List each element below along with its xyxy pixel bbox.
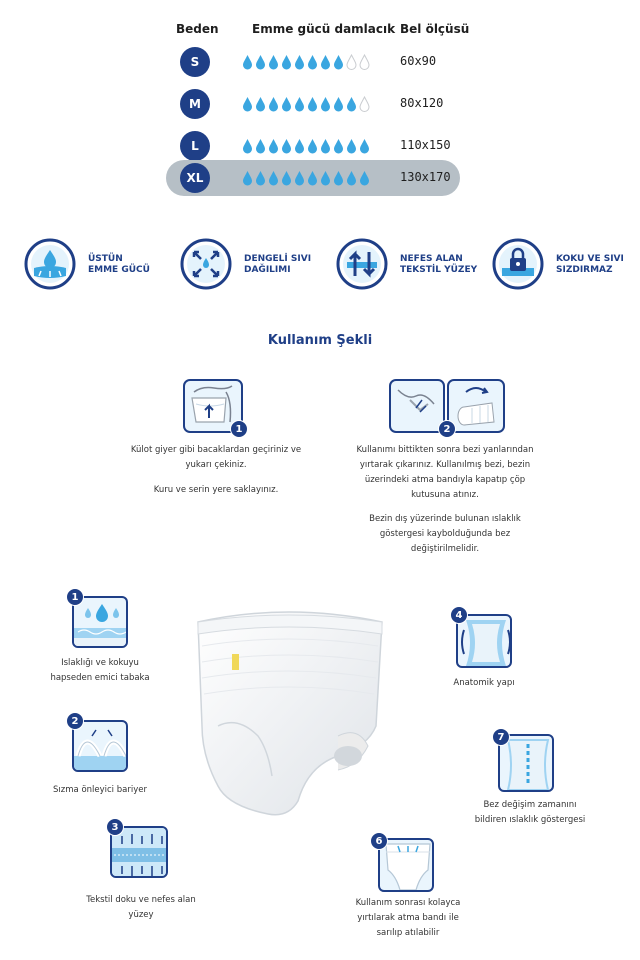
drop-filled-icon bbox=[359, 138, 370, 154]
drop-empty-icon bbox=[359, 54, 370, 70]
wetness-indicator-icon bbox=[500, 736, 554, 792]
waist-size: 110x150 bbox=[400, 138, 451, 152]
feature-label-absorbency: ÜSTÜN EMME GÜCÜ bbox=[88, 254, 150, 275]
drop-filled-icon bbox=[268, 170, 279, 186]
drop-filled-icon bbox=[242, 170, 253, 186]
part1-number: 1 bbox=[66, 588, 84, 606]
size-badge: M bbox=[180, 89, 210, 119]
drop-filled-icon bbox=[307, 170, 318, 186]
drop-empty-icon bbox=[359, 96, 370, 112]
drop-filled-icon bbox=[320, 170, 331, 186]
drop-filled-icon bbox=[320, 138, 331, 154]
feature-label-odor-lock: KOKU VE SIVI SIZDIRMAZ bbox=[556, 254, 624, 275]
part2-caption: Sızma önleyici bariyer bbox=[53, 785, 147, 795]
drop-filled-icon bbox=[242, 138, 253, 154]
drop-filled-icon bbox=[333, 138, 344, 154]
drop-filled-icon bbox=[242, 96, 253, 112]
drop-filled-icon bbox=[307, 138, 318, 154]
anatomic-shape-icon bbox=[458, 616, 512, 668]
part6-number: 6 bbox=[370, 832, 388, 850]
drop-filled-icon bbox=[255, 170, 266, 186]
drop-filled-icon bbox=[333, 54, 344, 70]
step2-indicator-note: Bezin dış yüzerinde bulunan ıslaklık göstergesi kaybolduğunda bez değiştirilmelidir. bbox=[369, 514, 521, 554]
drop-filled-icon bbox=[255, 96, 266, 112]
part4-number: 4 bbox=[450, 606, 468, 624]
drop-filled-icon bbox=[281, 170, 292, 186]
feature-label-distribution: DENGELİ SIVI DAĞILIMI bbox=[244, 254, 312, 275]
size-badge: S bbox=[180, 47, 210, 77]
absorbency-drops bbox=[242, 138, 370, 154]
drop-filled-icon bbox=[346, 170, 357, 186]
distribution-icon bbox=[180, 238, 232, 290]
step2-number: 2 bbox=[438, 420, 456, 438]
waist-column-header: Bel ölçüsü bbox=[400, 22, 470, 36]
part3-number: 3 bbox=[106, 818, 124, 836]
drop-filled-icon bbox=[359, 170, 370, 186]
step1-number: 1 bbox=[230, 420, 248, 438]
drop-filled-icon bbox=[255, 138, 266, 154]
drop-filled-icon bbox=[268, 96, 279, 112]
drop-filled-icon bbox=[346, 96, 357, 112]
leak-barrier-icon bbox=[74, 722, 128, 772]
absorbent-layer-icon bbox=[74, 598, 128, 648]
drop-filled-icon bbox=[268, 138, 279, 154]
drop-filled-icon bbox=[333, 96, 344, 112]
size-row-s bbox=[166, 44, 460, 80]
size-row-m bbox=[166, 86, 460, 122]
size-row-xl bbox=[166, 160, 460, 196]
drop-filled-icon bbox=[281, 54, 292, 70]
drop-filled-icon bbox=[242, 54, 253, 70]
part4-caption: Anatomik yapı bbox=[453, 678, 515, 688]
part1-caption: Islaklığı ve kokuyu hapseden emici tabaka bbox=[50, 658, 150, 683]
absorbency-column-header: Emme gücü damlacık bbox=[252, 22, 396, 36]
drop-filled-icon bbox=[281, 138, 292, 154]
waist-size: 60x90 bbox=[400, 54, 437, 68]
size-row-l bbox=[166, 128, 460, 164]
absorbency-drops bbox=[242, 54, 370, 70]
part2-number: 2 bbox=[66, 712, 84, 730]
drop-filled-icon bbox=[333, 170, 344, 186]
odor-lock-icon bbox=[492, 238, 544, 290]
drop-filled-icon bbox=[320, 96, 331, 112]
drop-filled-icon bbox=[307, 54, 318, 70]
part6-caption: Kullanım sonrası kolayca yırtılarak atma bandı ile sarılıp atılabilir bbox=[355, 898, 461, 938]
drop-empty-icon bbox=[346, 54, 357, 70]
usage-title: Kullanım Şekli bbox=[267, 333, 373, 348]
step1-storage-note: Kuru ve serin yere saklayınız. bbox=[153, 485, 279, 495]
absorbency-drops bbox=[242, 170, 370, 186]
part7-caption: Bez değişim zamanını bildiren ıslaklık göstergesi bbox=[474, 800, 586, 825]
drop-filled-icon bbox=[294, 170, 305, 186]
waist-size: 80x120 bbox=[400, 96, 444, 110]
drop-filled-icon bbox=[307, 96, 318, 112]
size-badge: L bbox=[180, 131, 210, 161]
absorbency-icon bbox=[24, 238, 76, 290]
part7-number: 7 bbox=[492, 728, 510, 746]
feature-label-breathable: NEFES ALAN TEKSTİL YÜZEY bbox=[400, 254, 478, 275]
breathable-fabric-icon bbox=[112, 828, 168, 878]
breathable-icon bbox=[336, 238, 388, 290]
absorbency-drops bbox=[242, 96, 370, 112]
drop-filled-icon bbox=[320, 54, 331, 70]
disposal-tape-icon bbox=[380, 840, 434, 892]
drop-filled-icon bbox=[255, 54, 266, 70]
drop-filled-icon bbox=[294, 138, 305, 154]
size-column-header: Beden bbox=[176, 22, 219, 36]
drop-filled-icon bbox=[294, 96, 305, 112]
drop-filled-icon bbox=[268, 54, 279, 70]
drop-filled-icon bbox=[281, 96, 292, 112]
step2-instructions: Kullanımı bittikten sonra bezi yanlarından yırtarak çıkarınız. Kullanılmış bezi, bezin üzerindeki atma bandıyla kapatıp çöp kutusuna atınız. bbox=[356, 445, 534, 500]
step1-instructions: Külot giyer gibi bacaklardan geçiriniz ve yukarı çekiniz. bbox=[130, 445, 302, 470]
drop-filled-icon bbox=[294, 54, 305, 70]
size-badge: XL bbox=[180, 163, 210, 193]
product-image bbox=[188, 606, 392, 820]
waist-size: 130x170 bbox=[400, 170, 451, 184]
part3-caption: Tekstil doku ve nefes alan yüzey bbox=[86, 895, 196, 920]
drop-filled-icon bbox=[346, 138, 357, 154]
